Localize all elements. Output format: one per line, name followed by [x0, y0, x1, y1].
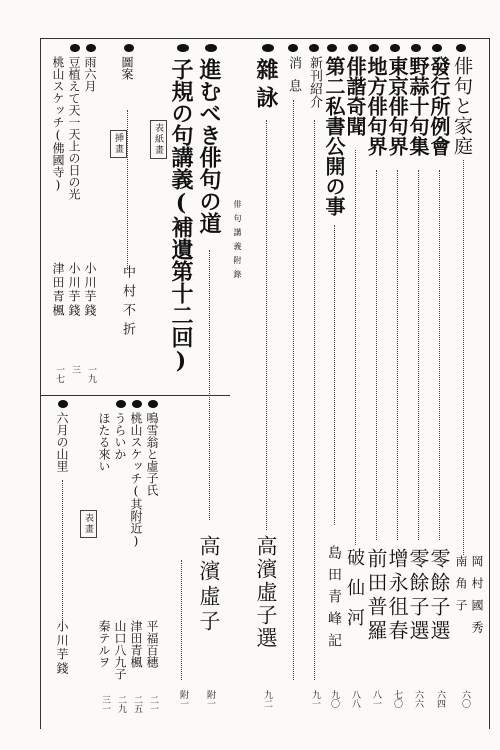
list-item-2: 豆植えて天一天上の日の光	[67, 56, 81, 200]
leader-dots	[376, 170, 377, 540]
bottom-page-2: 二五	[132, 695, 142, 713]
toc-title-9: 消息	[286, 56, 301, 102]
bullet-icon	[70, 44, 80, 52]
list-page-2: 三	[70, 365, 80, 374]
bullet-icon	[327, 44, 337, 52]
list-author-1: 小川芋錢	[83, 262, 97, 318]
bottom-author-1: 平福百穗	[145, 620, 159, 668]
leader-dots	[314, 120, 315, 680]
bottom-item-3: うらいか	[113, 412, 127, 460]
cover-label: 表紙畫	[150, 120, 167, 159]
leader-dots	[209, 250, 210, 520]
toc-title-3: 野蒜十句集	[406, 56, 430, 156]
author-3: 零餘子選	[406, 548, 430, 644]
page-10: 九二	[262, 690, 272, 708]
leader-dots	[334, 225, 335, 525]
leader-dots	[439, 170, 440, 540]
toc-title-11: 進むべき俳句の道	[196, 58, 222, 234]
bullet-icon	[58, 400, 68, 408]
leader-dots	[127, 110, 128, 270]
page-1: 六〇	[460, 690, 470, 708]
bottom-page-1: 二一	[148, 695, 158, 713]
list-page-1: 一九	[86, 365, 96, 383]
author-6: 破仙河	[344, 548, 365, 638]
bottom-item-2: 桃山スケッチ(其附近)	[129, 412, 143, 548]
bottom-item-5: 六月の山里	[55, 412, 69, 472]
bullet-icon	[124, 44, 134, 52]
design-label: 圖案	[120, 56, 134, 80]
leader-dots	[355, 150, 356, 545]
bottom-item-1: 鳴雪翁と虛子氏	[145, 412, 159, 496]
leader-dots	[397, 170, 398, 540]
section-divider	[40, 395, 230, 396]
leader-dots	[181, 560, 182, 680]
bottom-author-3: 山口八九子	[113, 620, 127, 680]
bullet-icon	[456, 44, 466, 52]
bullet-icon	[432, 44, 442, 52]
toc-title-8: 新刊紹介	[307, 56, 322, 108]
page-3: 六六	[413, 690, 423, 708]
bullet-icon	[390, 44, 400, 52]
toc-title-12: 子規の句講義(補遺第十二回)	[168, 58, 194, 374]
list-page-3: 一七	[54, 365, 64, 383]
bottom-page-3: 二九	[116, 695, 126, 713]
author-10: 高濱虛子選	[254, 535, 278, 650]
bullet-icon	[205, 44, 217, 52]
leader-dots	[463, 160, 464, 555]
bullet-icon	[288, 44, 298, 52]
toc-title-6: 俳諧奇聞	[343, 56, 367, 136]
author-7: 島田青峰記	[326, 545, 342, 655]
author-1b: 南角子	[454, 555, 468, 621]
bullet-icon	[411, 44, 421, 52]
page-7: 九〇	[329, 690, 339, 708]
page-4: 七〇	[392, 690, 402, 708]
bullet-icon	[148, 400, 158, 408]
toc-title-5: 地方俳句界	[364, 56, 388, 156]
bullet-icon	[369, 44, 379, 52]
leader-dots	[62, 480, 63, 620]
list-item-1: 雨六月	[83, 56, 97, 92]
toc-title-10: 雜詠	[253, 58, 279, 114]
toc-title-4: 東京俳句界	[385, 56, 409, 156]
leader-dots	[293, 100, 294, 680]
list-author-3: 津田青楓	[51, 262, 65, 318]
page-2: 六四	[435, 690, 445, 708]
list-author-2: 小川芋錢	[67, 262, 81, 318]
cover-artist: 中村不折	[120, 265, 135, 341]
author-1: 岡村國秀	[470, 555, 484, 643]
page-11: 附一	[205, 690, 215, 708]
bullet-icon	[132, 400, 142, 408]
bullet-icon	[116, 400, 126, 408]
bottom-author-2: 津田青楓	[129, 620, 143, 668]
bullet-icon	[309, 44, 319, 52]
author-5: 前田普羅	[364, 548, 388, 644]
bottom-author-5: 小川芋錢	[55, 620, 69, 676]
toc-title-2: 發行所例會	[427, 56, 451, 156]
supplement-label: 俳句講義附錄	[233, 200, 242, 284]
bullet-icon	[262, 44, 274, 52]
bullet-icon	[177, 44, 189, 52]
page-8: 九一	[310, 690, 320, 708]
bottom-page-4: 三一	[100, 695, 110, 713]
list-item-3: 桃山スケッチ(佛國寺)	[51, 56, 65, 192]
page-12: 附一	[178, 690, 188, 708]
illustration-label: 挿畫	[110, 130, 127, 158]
toc-title-7: 第二私書公開の事	[322, 56, 346, 216]
leader-dots	[418, 170, 419, 540]
bullet-icon	[348, 44, 358, 52]
author-4: 增永徂春	[385, 548, 409, 644]
author-11: 高濱虛子	[197, 535, 221, 635]
bottom-author-4: 秦テルヲ	[97, 620, 111, 668]
leader-dots	[266, 120, 267, 530]
page-6: 八八	[350, 690, 360, 708]
bullet-icon	[86, 44, 96, 52]
toc-title-1: 俳句と家庭	[451, 56, 473, 156]
author-2: 零餘子選	[427, 548, 451, 644]
front-illustration-label: 表畫	[80, 510, 97, 538]
page-5: 八一	[371, 690, 381, 708]
bottom-item-4: ほたる來い	[97, 412, 111, 472]
